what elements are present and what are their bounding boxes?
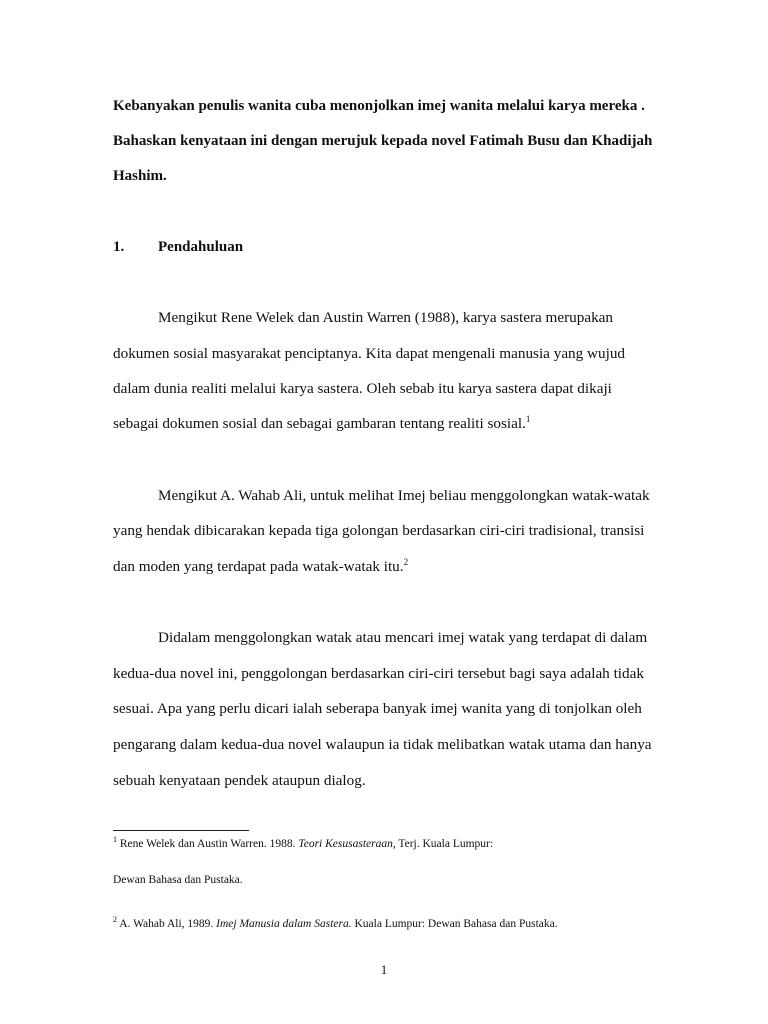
footnote-1-rest: , Terj. Kuala Lumpur:: [392, 838, 494, 850]
paragraph-1-line-2: dokumen sosial masyarakat penciptanya. Kita dapat mengenali manusia yang wujud: [113, 345, 626, 362]
footnote-1-line-2: Dewan Bahasa dan Pustaka.: [113, 874, 243, 886]
footnote-2-rest: Kuala Lumpur: Dewan Bahasa dan Pustaka.: [351, 918, 558, 930]
paragraph-2-line-3-text: dan moden yang terdapat pada watak-watak itu.: [113, 558, 404, 575]
footnote-separator: [113, 830, 249, 831]
paragraph-3-line-4: pengarang dalam kedua-dua novel walaupun ia tidak melibatkan watak utama dan hanya: [113, 736, 652, 753]
paragraph-1-line-4-text: sebagai dokumen sosial dan sebagai gambaran tentang realiti sosial.: [113, 415, 526, 432]
footnote-2-authors: A. Wahab Ali, 1989.: [117, 918, 217, 930]
paragraph-1-line-3: dalam dunia realiti melalui karya sastera. Oleh sebab itu karya sastera dapat dikaji: [113, 380, 612, 397]
section-heading: Pendahuluan: [158, 239, 244, 255]
paragraph-1-line-1: Mengikut Rene Welek dan Austin Warren (1988), karya sastera merupakan: [158, 309, 614, 326]
paragraph-3-line-2: kedua-dua novel ini, penggolongan berdasarkan ciri-ciri tersebut bagi saya adalah tidak: [113, 665, 644, 682]
section-number: 1.: [113, 239, 125, 255]
footnote-1-book-title: Teori Kesusasteraan: [298, 838, 393, 850]
paragraph-2-line-2: yang hendak dibicarakan kepada tiga golongan berdasarkan ciri-ciri tradisional, transisi: [113, 522, 645, 539]
footnote-ref-1[interactable]: 1: [525, 414, 531, 424]
essay-question-line-2: Bahaskan kenyataan ini dengan merujuk kepada novel Fatimah Busu dan Khadijah: [113, 133, 653, 149]
essay-question-line-3: Hashim.: [113, 168, 167, 184]
footnote-1-marker: 1: [113, 835, 117, 844]
paragraph-3-line-1: Didalam menggolongkan watak atau mencari imej watak yang terdapat di dalam: [158, 629, 648, 646]
footnote-2: [113, 916, 558, 932]
paragraph-2-line-1: Mengikut A. Wahab Ali, untuk melihat Imej beliau menggolongkan watak-watak: [158, 487, 650, 504]
paragraph-2-line-3: [113, 557, 408, 577]
footnote-1-authors: Rene Welek dan Austin Warren. 1988.: [117, 838, 299, 850]
paragraph-3-line-5: sebuah kenyataan pendek ataupun dialog.: [113, 772, 366, 789]
footnote-2-book-title: Imej Manusia dalam Sastera.: [216, 918, 352, 930]
footnote-2-marker: 2: [113, 915, 117, 924]
page-number: 1: [380, 962, 388, 977]
paragraph-3-line-3: sesuai. Apa yang perlu dicari ialah seberapa banyak imej wanita yang di tonjolkan oleh: [113, 700, 642, 717]
footnote-1: [113, 836, 493, 852]
footnote-ref-2[interactable]: 2: [403, 557, 409, 567]
essay-question-line-1: Kebanyakan penulis wanita cuba menonjolkan imej wanita melalui karya mereka .: [113, 98, 645, 114]
paragraph-1-line-4: [113, 414, 530, 434]
